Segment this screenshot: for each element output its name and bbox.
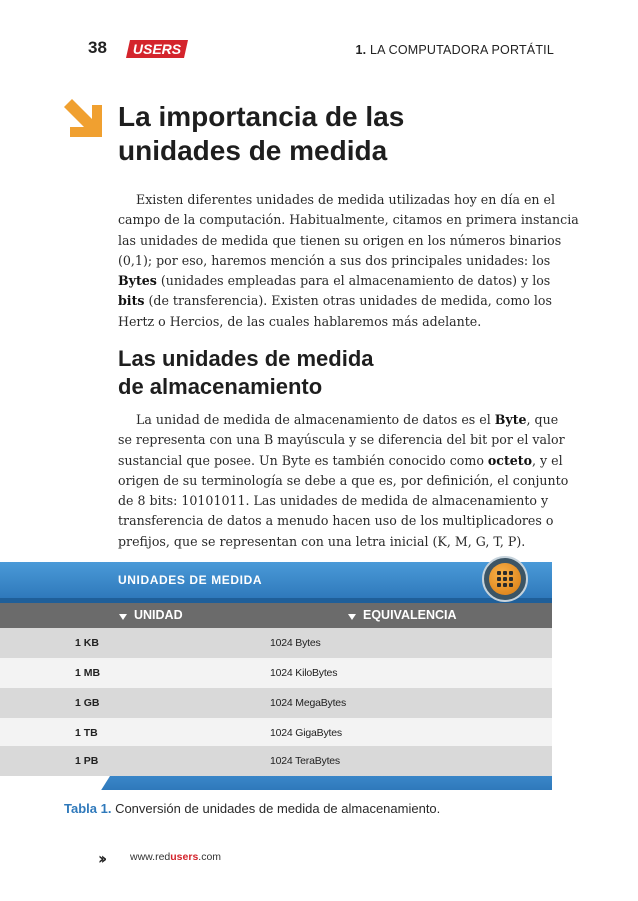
table-footer-notch: [0, 776, 110, 790]
column-header-equivalencia: EQUIVALENCIA: [363, 608, 457, 622]
caption-text: Conversión de unidades de medida de almacenamiento.: [111, 801, 441, 816]
chapter-title: LA COMPUTADORA PORTÁTIL: [369, 43, 554, 57]
paragraph-text: sustancial que posee. Un Byte es también conocido como: [118, 452, 488, 468]
triangle-down-icon: [348, 614, 356, 620]
table-row: [0, 718, 552, 748]
arrow-down-right-icon: [62, 97, 106, 141]
table-row: [0, 688, 552, 718]
table-row: [0, 746, 552, 776]
cell-unit: 1 PB: [75, 755, 99, 767]
table-title-band: [0, 562, 552, 598]
triangle-down-icon: [119, 614, 127, 620]
section-title: [118, 100, 558, 168]
storage-paragraph: [118, 410, 569, 552]
term-octeto: octeto: [487, 452, 533, 468]
cell-equivalence: 1024 KiloBytes: [270, 667, 338, 679]
url-prefix: www.red: [130, 851, 171, 863]
caption-label: Tabla 1.: [64, 801, 112, 816]
paragraph-line: Hertz o Hercios, de las cuales hablaremos más adelante.: [118, 313, 482, 329]
paragraph-text: , y el: [532, 452, 563, 468]
cell-unit: 1 KB: [75, 637, 99, 649]
paragraph-line: las unidades de medida que tienen su origen en los números binarios: [118, 232, 562, 248]
paragraph-line: se representa con una B mayúscula y se diferencia del bit por el valor: [118, 432, 565, 448]
table-title: UNIDADES DE MEDIDA: [118, 573, 263, 587]
cell-equivalence: 1024 TeraBytes: [270, 755, 340, 767]
term-bits: bits: [118, 293, 145, 309]
cell-equivalence: 1024 GigaBytes: [270, 727, 342, 739]
subsection-title: [118, 345, 558, 401]
paragraph-line: [118, 291, 564, 311]
double-chevron-icon: ››: [98, 849, 104, 868]
paragraph-line: [118, 410, 564, 430]
table-header: [0, 603, 552, 628]
paragraph-text: La unidad de medida de almacenamiento de datos es el: [136, 412, 495, 427]
svg-text:USERS: USERS: [132, 41, 182, 57]
section-title-line: La importancia de las: [118, 101, 405, 132]
paragraph-line: campo de la computación. Habitualmente, citamos en primera instancia: [118, 212, 579, 228]
cell-unit: 1 GB: [75, 697, 100, 709]
column-header-unidad: UNIDAD: [134, 608, 183, 622]
subsection-title-line: de almacenamiento: [118, 374, 323, 399]
paragraph-line: Existen diferentes unidades de medida utilizadas hoy en día en el: [136, 192, 556, 207]
url-suffix: .com: [198, 851, 222, 863]
cell-equivalence: 1024 MegaBytes: [270, 697, 347, 709]
cell-unit: 1 TB: [75, 727, 98, 739]
subsection-title-line: Las unidades de medida: [118, 346, 374, 371]
cell-unit: 1 MB: [75, 667, 101, 679]
page-number: 38: [88, 38, 107, 57]
section-title-line: unidades de medida: [118, 135, 388, 166]
users-logo: [126, 40, 188, 58]
paragraph-text: (de transferencia). Existen otras unidades de medida, como los: [144, 293, 552, 309]
paragraph-line: de 8 bits: 10101011. Las unidades de medida de almacenamiento y: [118, 493, 549, 509]
paragraph-text: , que: [526, 412, 559, 427]
term-bytes: Bytes: [118, 273, 157, 289]
intro-paragraph: [118, 190, 579, 332]
footer-url[interactable]: [130, 851, 221, 863]
paragraph-line: transferencia de datos a menudo hacen uso de los multiplicadores o: [118, 513, 554, 529]
table-row: [0, 628, 552, 658]
chapter-heading: [355, 43, 554, 57]
grid-icon: [482, 556, 528, 602]
paragraph-line: (0,1); por eso, haremos mención a sus dos principales unidades: los: [118, 252, 551, 268]
paragraph-line: [118, 451, 564, 471]
paragraph-line: [118, 271, 564, 291]
table-row: [0, 658, 552, 688]
cell-equivalence: 1024 Bytes: [270, 637, 321, 649]
paragraph-line: origen de su terminología se debe a que es, por definición, el conjunto: [118, 472, 569, 488]
paragraph-text: (unidades empleadas para el almacenamiento de datos) y los: [156, 273, 551, 289]
table-caption: [64, 801, 440, 816]
url-brand: users: [170, 851, 199, 863]
chapter-number: 1.: [355, 43, 367, 57]
term-byte: Byte: [494, 412, 527, 427]
paragraph-line: prefijos, que se representan con una letra inicial (K, M, G, T, P).: [118, 533, 526, 549]
